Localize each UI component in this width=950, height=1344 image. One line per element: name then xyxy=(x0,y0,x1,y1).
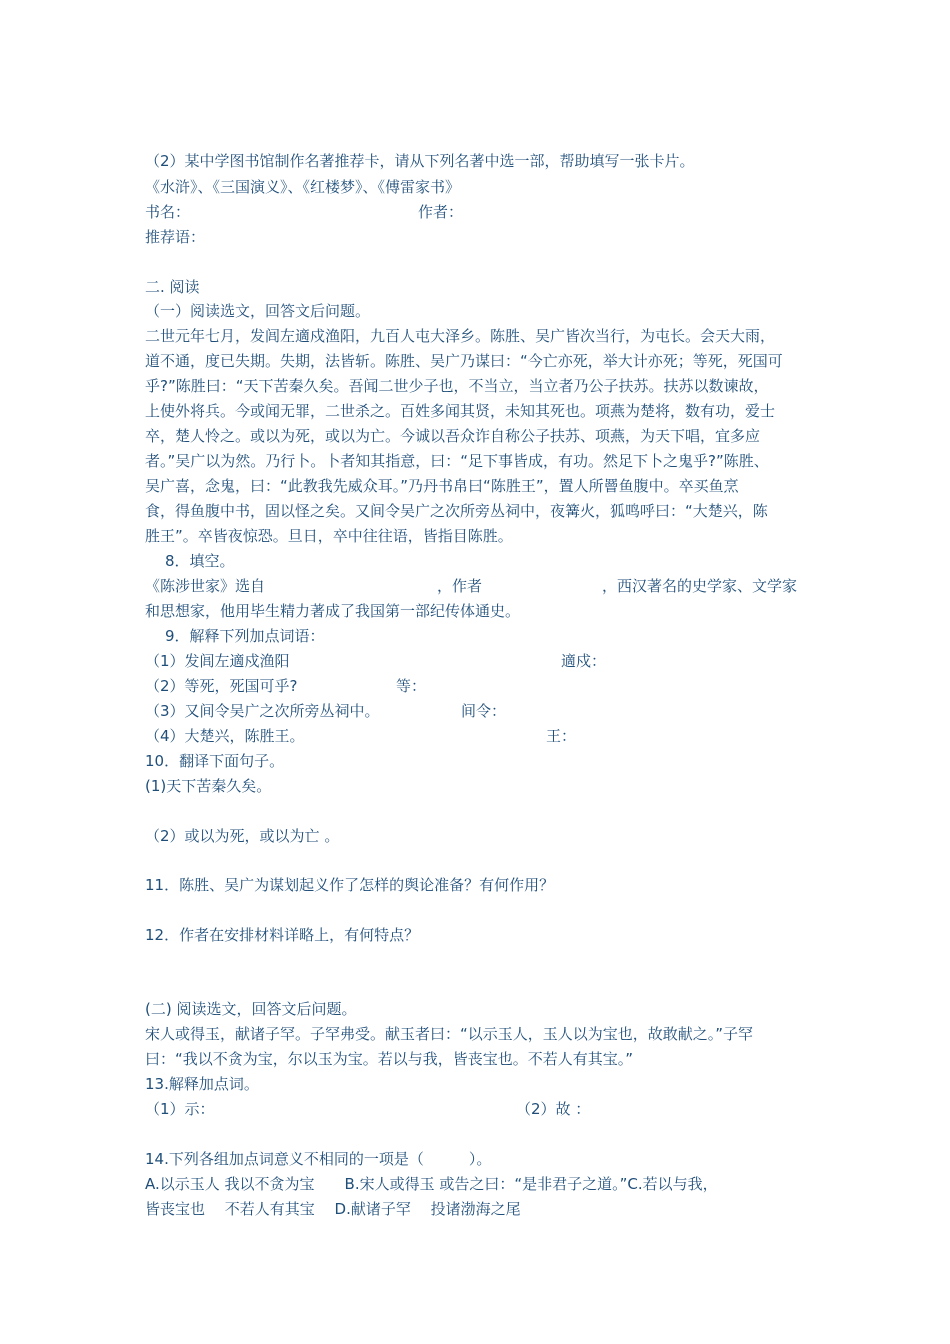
recommendation-label: 推荐语： xyxy=(145,228,206,246)
passage-2-line: 曰：“我以不贪为宝，尔以玉为宝。若以与我，皆丧宝也。不若人有其宝。” xyxy=(145,1050,634,1068)
question-12: 12．作者在安排材料详略上，有何特点？ xyxy=(145,926,420,944)
question-10: 10．翻译下面句子。 xyxy=(145,752,285,770)
book-list: 《水浒》、《三国演义》、《红楼梦》、《傅雷家书》 xyxy=(145,178,461,196)
passage-line: 二世元年七月，发闾左適戍渔阳，九百人屯大泽乡。陈胜、吴广皆次当行，为屯长。会天大雨， xyxy=(145,327,776,345)
book-name-label: 书名： xyxy=(145,203,191,221)
author-label: 作者： xyxy=(418,203,464,221)
q9-item-4: （4）大楚兴，陈胜王。 xyxy=(145,727,305,745)
q8-blank-prefix: 《陈涉世家》选自 xyxy=(145,577,266,595)
q14-options-line: 皆丧宝也 不若人有其宝 D.献诸子罕 投诸渤海之尾 xyxy=(145,1200,521,1218)
q9-item-2-answer-label: 等： xyxy=(396,677,427,695)
q8-author-label: ，作者 xyxy=(437,577,483,595)
q10-item-2: （2）或以为死，或以为亡 。 xyxy=(145,827,340,845)
passage-line: 者。”吴广以为然。乃行卜。卜者知其指意，曰：“足下事皆成，有功。然足下卜之鬼乎?”陈胜、 xyxy=(145,452,769,470)
subsection-heading-2: (二) 阅读选文，回答文后问题。 xyxy=(145,1000,357,1018)
q13-item-2: （2）故 ： xyxy=(516,1100,591,1118)
question-11: 11．陈胜、吴广为谋划起义作了怎样的舆论准备？有何作用？ xyxy=(145,876,555,894)
passage-line: 胜王”。卒皆夜惊恐。旦日，卒中往往语，皆指目陈胜。 xyxy=(145,527,513,545)
subsection-heading-1: （一）阅读选文，回答文后问题。 xyxy=(145,302,371,320)
passage-line: 食，得鱼腹中书，固以怪之矣。又间令吴广之次所旁丛祠中，夜篝火，狐鸣呼曰：“大楚兴，陈 xyxy=(145,502,768,520)
passage-line: 上使外将兵。今或闻无罪，二世杀之。百姓多闻其贤，未知其死也。项燕为楚将，数有功，爱士 xyxy=(145,402,776,420)
q9-item-3-answer-label: 间令： xyxy=(461,702,507,720)
passage-2-line: 宋人或得玉，献诸子罕。子罕弗受。献玉者曰：“以示玉人，玉人以为宝也，故敢献之。”子罕 xyxy=(145,1025,754,1043)
section-heading-reading: 二. 阅读 xyxy=(145,278,200,296)
q9-item-3: （3）又间令吴广之次所旁丛祠中。 xyxy=(145,702,380,720)
q9-item-1-answer-label: 適戍： xyxy=(561,652,607,670)
question-9: 9．解释下列加点词语： xyxy=(165,627,325,645)
passage-line: 吴广喜，念鬼，曰：“此教我先威众耳。”乃丹书帛曰“陈胜王”，置人所罾鱼腹中。卒买鱼烹 xyxy=(145,477,739,495)
passage-line: 道不通，度已失期。失期，法皆斩。陈胜、吴广乃谋曰：“今亡亦死，举大计亦死；等死，死国可 xyxy=(145,352,783,370)
passage-line: 卒，楚人怜之。或以为死，或以为亡。今诚以吾众诈自称公子扶苏、项燕，为天下唱，宜多应 xyxy=(145,427,761,445)
question-13: 13.解释加点词。 xyxy=(145,1075,259,1093)
q8-suffix: ，西汉著名的史学家、文学家 xyxy=(602,577,798,595)
question-14: 14.下列各组加点词意义不相同的一项是（ ）。 xyxy=(145,1150,492,1168)
q9-item-2: （2）等死，死国可乎? xyxy=(145,677,298,695)
q14-options-line: A.以示玉人 我以不贪为宝 B.宋人或得玉 或告之曰：“是非君子之道。”C.若以与我， xyxy=(145,1175,718,1193)
passage-line: 乎?”陈胜曰：“天下苦秦久矣。吾闻二世少子也，不当立，当立者乃公子扶苏。扶苏以数谏故， xyxy=(145,377,769,395)
q10-item-1: (1)天下苦秦久矣。 xyxy=(145,777,272,795)
question-8: 8．填空。 xyxy=(165,552,235,570)
q13-item-1: （1）示： xyxy=(145,1100,215,1118)
q8-continuation: 和思想家，他用毕生精力著成了我国第一部纪传体通史。 xyxy=(145,602,521,620)
question-card-prompt: （2）某中学图书馆制作名著推荐卡，请从下列名著中选一部，帮助填写一张卡片。 xyxy=(145,152,695,170)
q9-item-1: （1）发闾左適戍渔阳 xyxy=(145,652,290,670)
q9-item-4-answer-label: 王： xyxy=(546,727,577,745)
